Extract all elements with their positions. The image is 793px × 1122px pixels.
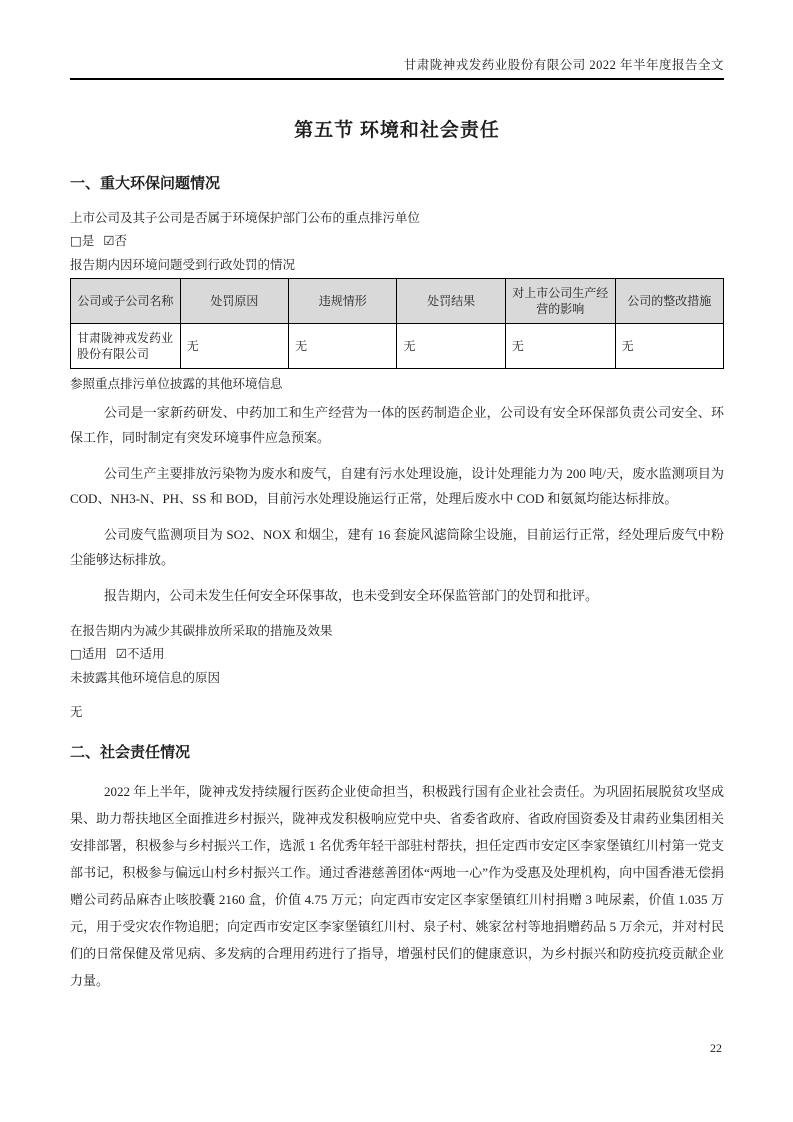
table-cell-impact: 无 — [505, 324, 615, 369]
table-cell-reason: 无 — [180, 324, 288, 369]
page-content — [70, 0, 724, 994]
table-row — [71, 324, 724, 369]
social-responsibility-paragraph: 2022 年上半年，陇神戎发持续履行医药企业使命担当，积极践行国有企业社会责任。为巩固拓展脱贫攻坚成果、助力帮扶地区全面推进乡村振兴，陇神戎发积极响应党中央、省委省政府、省政府国资委及甘肃药业集团相关安排部署，积极参与乡村振兴工作，选派 1 名优秀年轻干部驻村帮扶，担任定西市安定区李家堡镇红川村第一党支部书记，积极参与偏远山村乡村振兴工作。通过香港慈善团体“两地一心”作为受惠及处理机构，向中国香港无偿捐赠公司药品麻杏止咳胶囊 2160 盒，价值 4.75 万元；向定西市安定区李家堡镇红川村捐赠 3 吨尿素，价值 1.035 万元，用于受灾农作物追肥；向定西市安定区李家堡镇红川村、泉子村、姚家岔村等地捐赠药品 5 万余元，并对村民们的日常保健及常见病、多发病的合理用药进行了指导，增强村民们的健康意识，为乡村振兴和防疫抗疫贡献企业力量。 — [70, 784, 724, 988]
table-header-cell-result: 处罚结果 — [397, 279, 505, 324]
other-env-info-label: 参照重点排污单位披露的其他环境信息 — [70, 377, 283, 391]
checkbox-checked-icon: ☑ — [115, 646, 128, 661]
env-paragraph-4: 报告期内，公司未发生任何安全环保事故，也未受到安全环保监管部门的处罚和批评。 — [104, 588, 599, 603]
header-rule — [70, 78, 724, 80]
checkbox-no-label: 否 — [114, 234, 128, 248]
table-cell-rectification: 无 — [615, 324, 723, 369]
applicable-check-line — [70, 645, 724, 663]
document-header-text: 甘肃陇神戎发药业股份有限公司 2022 年半年度报告全文 — [403, 58, 724, 72]
table-header-cell-impact: 对上市公司生产经营的影响 — [505, 279, 615, 324]
no-disclosure-label: 未披露其他环境信息的原因 — [70, 671, 221, 685]
checkbox-unchecked-icon: □ — [70, 646, 82, 661]
section-1-heading: 一、重大环保问题情况 — [70, 176, 221, 192]
yes-no-check-line — [70, 232, 724, 250]
env-paragraph-3: 公司废气监测项目为 SO2、NOX 和烟尘，建有 16 套旋风滤筒除尘设施，目前运行正常，经处理后废气中粉尘能够达标排放。 — [70, 527, 724, 567]
no-disclosure-value: 无 — [70, 705, 83, 719]
checkbox-yes-label: 是 — [81, 234, 95, 248]
checkbox-unchecked-icon: □ — [70, 233, 82, 248]
table-header-cell-reason: 处罚原因 — [180, 279, 288, 324]
penalty-question: 报告期内因环境问题受到行政处罚的情况 — [70, 258, 296, 272]
table-cell-company: 甘肃陇神戎发药业股份有限公司 — [71, 324, 181, 369]
carbon-reduction-label: 在报告期内为减少其碳排放所采取的措施及效果 — [70, 624, 333, 638]
env-paragraph-2: 公司生产主要排放污染物为废水和废气，自建有污水处理设施，设计处理能力为 200 吨/天，废水监测项目为 COD、NH3-N、PH、SS 和 BOD，目前污水处理设施运行正常，处理后废水中 COD 和氨氮均能达标排放。 — [70, 466, 724, 506]
table-header-row — [71, 279, 724, 324]
table-header-cell-rectification: 公司的整改措施 — [615, 279, 723, 324]
table-header-cell-violation: 违规情形 — [289, 279, 397, 324]
page-number: 22 — [710, 1041, 722, 1055]
checkbox-checked-icon: ☑ — [103, 233, 115, 248]
checkbox-applicable-label: 适用 — [81, 647, 107, 661]
table-cell-result: 无 — [397, 324, 505, 369]
penalty-table — [70, 278, 724, 369]
table-header-cell-company: 公司或子公司名称 — [71, 279, 181, 324]
table-cell-violation: 无 — [289, 324, 397, 369]
section-2-heading: 二、社会责任情况 — [70, 745, 191, 761]
chapter-title: 第五节 环境和社会责任 — [294, 120, 500, 141]
pollutant-unit-question: 上市公司及其子公司是否属于环境保护部门公布的重点排污单位 — [70, 211, 421, 225]
checkbox-not-applicable-label: 不适用 — [127, 647, 165, 661]
env-paragraph-1: 公司是一家新药研发、中药加工和生产经营为一体的医药制造企业，公司设有安全环保部负责公司安全、环保工作，同时制定有突发环境事件应急预案。 — [70, 405, 724, 445]
